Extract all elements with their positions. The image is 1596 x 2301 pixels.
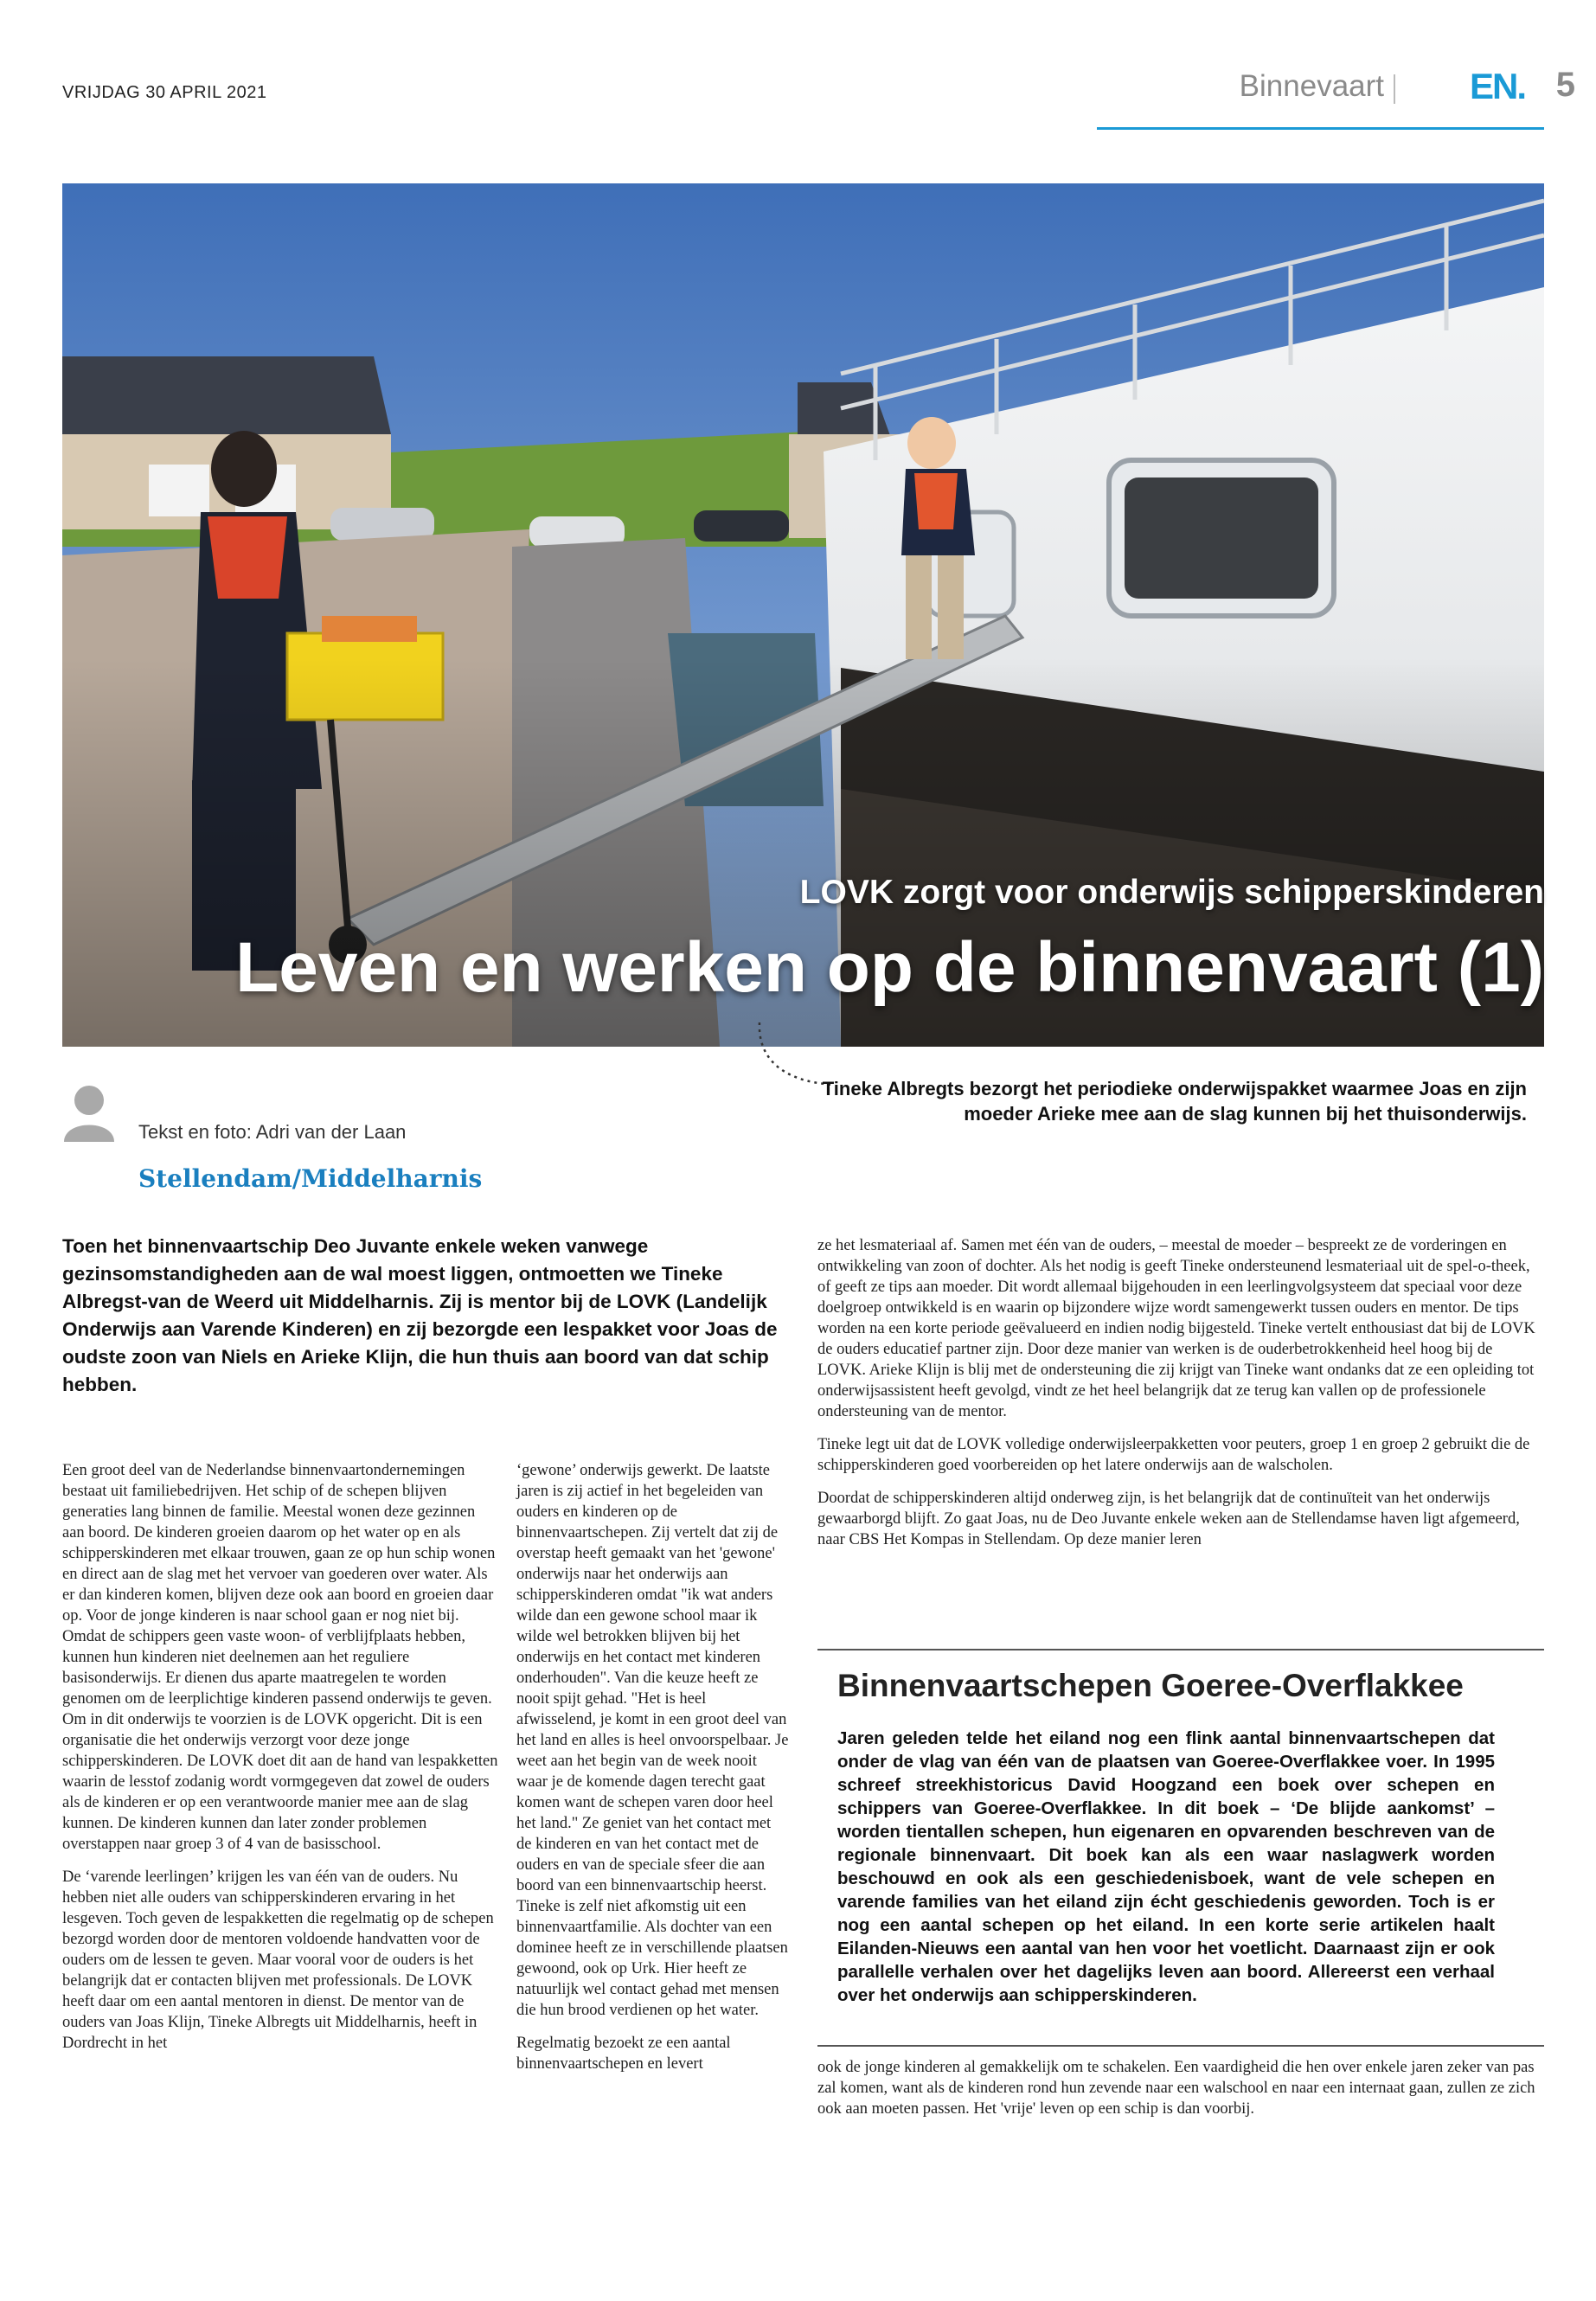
paragraph: ook de jonge kinderen al gemakkelijk om te schakelen. Een vaardigheid die hen over enkele jaren zeker van pas zal komen, want als de kinderen rond hun zevende naar een walschool en naar een internaat gaan, zullen ze zich ook aan moeten passen. Het 'vrije' leven op een schip is dan voorbij.: [817, 2059, 1535, 2118]
sidebar-rule-top: [817, 1649, 1544, 1650]
article-photo: [62, 183, 1544, 1047]
paragraph: Een groot deel van de Nederlandse binnenvaartondernemingen bestaat uit familiebedrijven. Het schip of de schepen blijven generaties lang binnen de familie. Meestal wonen deze gezinnen aan boord. De kinderen groeien daarom op het water op en als schipperskinderen met elkaar trouwen, gaan ze op hun schip wonen en direct aan de slag met het vervoer van goederen over water. Als er dan kinderen komen, blijven deze ook aan boord en groeien daar op. Voor de jonge kinderen is naar school gaan er nog niet bij. Omdat de schippers geen vaste woon- of verblijfplaats hebben, kunnen hun kinderen niet deelnemen aan het reguliere basisonderwijs. Er dienen dus aparte maatregelen te worden genomen om de leerplichtige kinderen passend onderwijs te geven. Om in dit onderwijs te voorzien is de LOVK opgericht. Dit is een organisatie die het onderwijs verzorgt voor deze jonge schipperskinderen. De LOVK doet dit aan de hand van lespakketten waarin de lesstof zodanig wordt vormgegeven dat zowel de ouders als de kinderen er op een verantwoorde manier mee aan de slag kunnen. De kinderen kunnen dan later zonder problemen overstappen naar groep 3 of 4 van de basisschool.: [62, 1462, 498, 1853]
byline: Tekst en foto: Adri van der Laan: [138, 1121, 407, 1143]
issue-date: VRIJDAG 30 APRIL 2021: [62, 83, 267, 102]
author-avatar-icon: [62, 1083, 116, 1144]
paragraph: Regelmatig bezoekt ze een aantal binnenvaartschepen en levert: [516, 2035, 731, 2073]
paragraph: De ‘varende leerlingen’ krijgen les van één van de ouders. Nu hebben niet alle ouders van schipperskinderen ervaring in het lesgeven. Toch geven de lespakketten die regelmatig op de schepen bezorgd worden door de mentoren voldoende handvatten voor de ouders om de lessen te geven. Maar vooral voor de ouders is het belangrijk dat er contacten blijven met professionals. De LOVK heeft daar om een aantal mentoren in dienst. De mentor van de ouders van Joas Klijn, Tineke Albregts uit Middelharnis, heeft in Dordrecht in het: [62, 1868, 494, 2052]
paragraph: ‘gewone’ onderwijs gewerkt. De laatste jaren is zij actief in het begeleiden van ouders en kinderen op de binnenvaartschepen. Zij vertelt dat zij de overstap heeft gemaakt van het 'gewone' onderwijs naar het onderwijs aan schipperskinderen omdat "ik wat anders wilde dan een gewone school maar ik wilde wel betrokken blijven bij het onderwijs en het contact met kinderen onderhouden". Van die keuze heeft ze nooit spijt gehad. "Het is heel afwisselend, je komt in een groot deel van het land en alles is heel onvoorspelbaar. Je weet aan het begin van de week nooit waar je de komende dagen terecht gaat komen want de schepen varen door heel het land." Ze geniet van het contact met de kinderen en van het contact met de ouders en van de speciale sfeer die aan boord van een binnenvaartschip heerst. Tineke is zelf niet afkomstig uit een binnenvaartfamilie. Als dochter van een dominee heeft ze in verschillende plaatsen gewoond, ook op Urk. Hier heeft ze natuurlijk wel contact gehad met mensen die hun brood verdienen op het water.: [516, 1462, 789, 2019]
body-column-2: [516, 1460, 789, 2086]
paragraph: Doordat de schipperskinderen altijd onderweg zijn, is het belangrijk dat de continuïteit van het onderwijs gewaarborgd blijft. Zo gaat Joas, nu de Deo Juvante enkele weken aan de Stellendamse haven ligt afgemeerd, naar CBS Het Kompas in Stellendam. Op deze manier leren: [817, 1490, 1520, 1548]
dateline: Stellendam/Middelharnis: [138, 1164, 483, 1193]
section-name: Binnevaart: [1239, 69, 1384, 103]
article-lead: Toen het binnenvaartschip Deo Juvante enkele weken vanwege gezinsomstandigheden aan de wal moest liggen, ontmoetten we Tineke Albregst-van de Weerd uit Middelharnis. Zij is mentor bij de LOVK (Landelijk Onderwijs aan Varende Kinderen) en zij bezorgde een lespakket voor Joas de oudste zoon van Niels en Arieke Klijn, die hun thuis aan boord van dat schip hebben.: [62, 1235, 778, 1395]
body-column-1: [62, 1460, 499, 2066]
header-rule: [1097, 127, 1544, 130]
article-kicker: LOVK zorgt voor onderwijs schipperskinderen: [799, 874, 1544, 911]
sidebar-text: Jaren geleden telde het eiland nog een flink aantal binnenvaartschepen dat onder de vlag van één van de plaatsen van Goeree-Overflakkee voer. In 1995 schreef streekhistoricus David Hoogzand een boek over schepen en schippers van Goeree-Overflakkee. In dit boek – ‘De blijde aankomst’ – worden tientallen schepen, hun eigenaren en opvarenden beschreven van de regionale binnenvaart. Dit boek kan als een waar naslagwerk worden beschouwd en ook als een geschiedenisboek, want de vele schepen en varende families van het eiland zijn écht geschiedenis geworden. Toch is er nog een aantal schepen op het eiland. In een korte serie artikelen haalt Eilanden-Nieuws een aantal van hen voor het voetlicht. Daarnaast zijn er ook parallelle verhalen over het dagelijks leven aan boord. Allereerst een verhaal over het onderwijs aan schipperskinderen.: [837, 1728, 1495, 2005]
photo-caption: Tineke Albregts bezorgt het periodieke onderwijspakket waarmee Joas en zijn moeder Arieke mee aan de slag kunnen bij het thuisonderwijs.: [822, 1078, 1527, 1125]
article-headline: Leven en werken op de binnenvaart (1): [235, 928, 1544, 1007]
photo-illustration: [62, 183, 1544, 1047]
publication-logo: EN.: [1469, 66, 1525, 106]
page-number: 5: [1555, 66, 1575, 104]
header-separator: [1394, 74, 1395, 104]
body-column-3: [817, 1235, 1544, 1562]
paragraph: ze het lesmateriaal af. Samen met één van de ouders, – meestal de moeder – bespreekt ze de vorderingen en ontwikkeling van zoon of dochter. Als het nodig is geeft Tineke ondersteunend lesmateriaal uit de spel-o-theek, of geeft ze tips aan moeder. Dit wordt allemaal bijgehouden in een leerlingvolgsysteem dat speciaal voor deze doelgroep ontwikkeld is en waarin op bijzondere wijze wordt samengewerkt tussen ouders en mentor. De tips worden na een korte periode geëvalueerd en indien nodig bijgesteld. Tineke vertelt enthousiast dat bij de LOVK de ouders educatief partner zijn. Door deze manier van werken is de ouderbetrokkenheid heel hoog bij de LOVK. Arieke Klijn is blij met de ondersteuning die zij krijgt van Tineke want ondanks dat ze een opleiding tot onderwijsassistent heeft gevolgd, vindt ze het heel belangrijk dat ze terug kan vallen op de professionele ondersteuning van de mentor.: [817, 1237, 1535, 1420]
paragraph: Tineke legt uit dat de LOVK volledige onderwijsleerpakketten voor peuters, groep 1 en groep 2 gebruikt die de schipperskinderen goed voorbereiden op het latere onderwijs aan de walscholen.: [817, 1436, 1530, 1474]
sidebar-rule-bottom: [817, 2045, 1544, 2047]
body-column-3-continued: [817, 2057, 1544, 2131]
sidebar-title: Binnenvaartschepen Goeree-Overflakkee: [837, 1668, 1464, 1703]
